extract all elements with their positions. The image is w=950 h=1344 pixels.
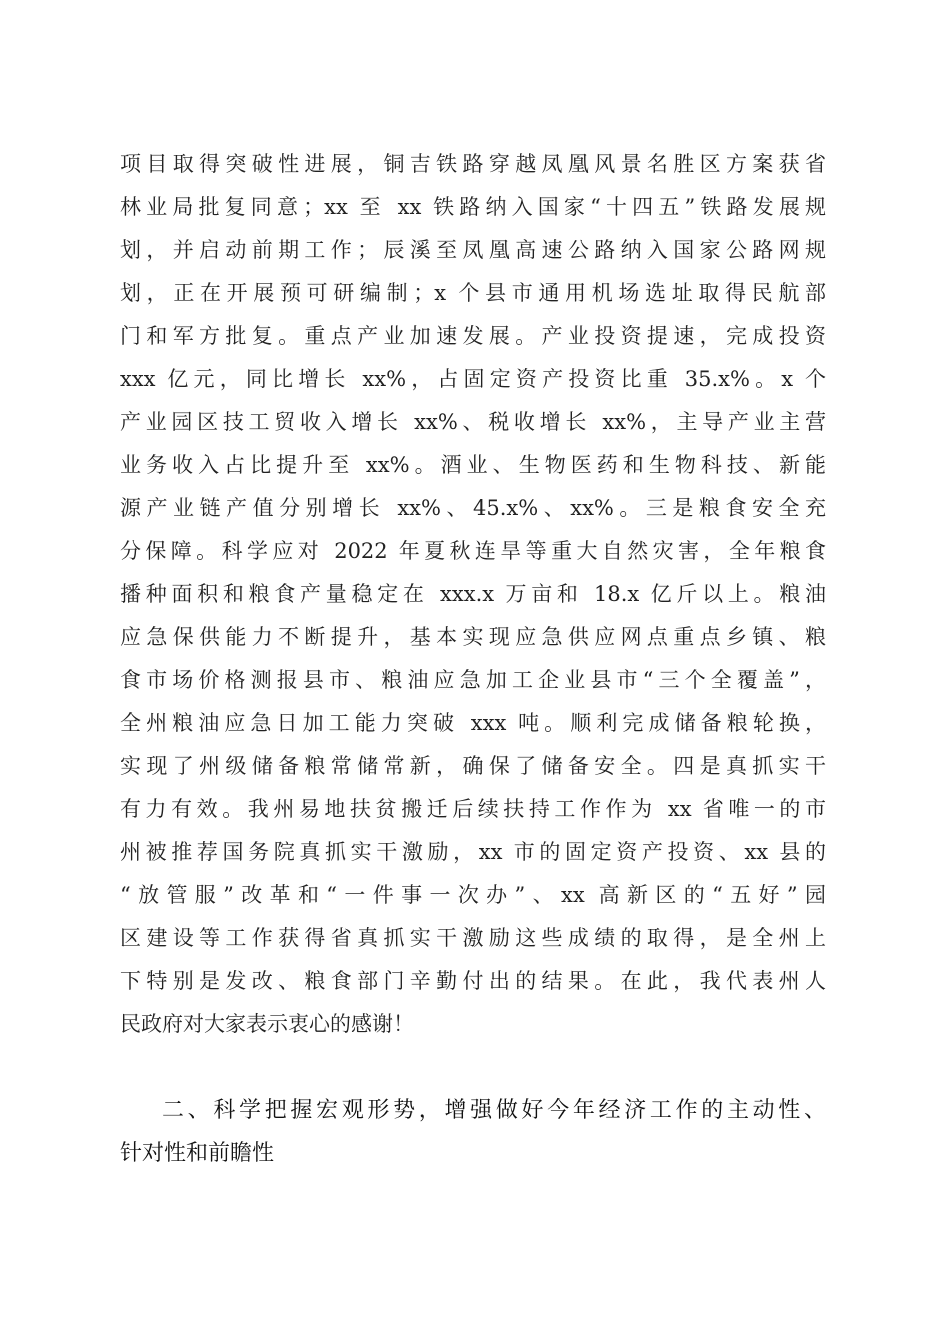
- paragraph-line: 划，并启动前期工作；辰溪至凤凰高速公路纳入国家公路网规: [120, 238, 826, 262]
- paragraph-line: 应急保供能力不断提升，基本实现应急供应网点重点乡镇、粮: [120, 625, 826, 649]
- paragraph-line: 项目取得突破性进展，铜吉铁路穿越凤凰风景名胜区方案获省: [120, 152, 826, 176]
- section-heading-line: 二、科学把握宏观形势，增强做好今年经济工作的主动性、: [162, 1098, 826, 1123]
- paragraph-line: 下特别是发改、粮食部门辛勤付出的结果。在此，我代表州人: [120, 969, 826, 993]
- paragraph-line: 民政府对大家表示衷心的感谢！: [120, 1012, 414, 1036]
- paragraph-line: 业务收入占比提升至 xx%。酒业、生物医药和生物科技、新能: [120, 453, 826, 477]
- paragraph-line: 门和军方批复。重点产业加速发展。产业投资提速，完成投资: [120, 324, 826, 348]
- paragraph-line: 分保障。科学应对 2022 年夏秋连旱等重大自然灾害，全年粮食: [120, 539, 826, 563]
- paragraph-line: 有力有效。我州易地扶贫搬迁后续扶持工作作为 xx 省唯一的市: [120, 797, 826, 821]
- paragraph-line: 源产业链产值分别增长 xx%、45.x%、xx%。三是粮食安全充: [120, 496, 826, 520]
- paragraph-line: 食市场价格测报县市、粮油应急加工企业县市“三个全覆盖”，: [120, 668, 826, 692]
- paragraph-line: 产业园区技工贸收入增长 xx%、税收增长 xx%，主导产业主营: [120, 410, 826, 434]
- paragraph-line: 区建设等工作获得省真抓实干激励这些成绩的取得，是全州上: [120, 926, 826, 950]
- paragraph-line: xxx 亿元，同比增长 xx%，占固定资产投资比重 35.x%。x 个: [120, 367, 826, 391]
- body-paragraph: [120, 143, 826, 1046]
- paragraph-line: 全州粮油应急日加工能力突破 xxx 吨。顺利完成储备粮轮换，: [120, 711, 826, 735]
- paragraph-line: 划，正在开展预可研编制；x 个县市通用机场选址取得民航部: [120, 281, 826, 305]
- paragraph-line: 林业局批复同意；xx 至 xx 铁路纳入国家“十四五”铁路发展规: [120, 195, 826, 219]
- paragraph-line: 播种面积和粮食产量稳定在 xxx.x 万亩和 18.x 亿斤以上。粮油: [120, 582, 826, 606]
- paragraph-line: “放管服”改革和“一件事一次办”、xx 高新区的“五好”园: [120, 883, 826, 907]
- paragraph-line: 州被推荐国务院真抓实干激励，xx 市的固定资产投资、xx 县的: [120, 840, 826, 864]
- section-heading: [120, 1089, 826, 1175]
- section-heading-line: 针对性和前瞻性: [120, 1141, 275, 1166]
- paragraph-line: 实现了州级储备粮常储常新，确保了储备安全。四是真抓实干: [120, 754, 826, 778]
